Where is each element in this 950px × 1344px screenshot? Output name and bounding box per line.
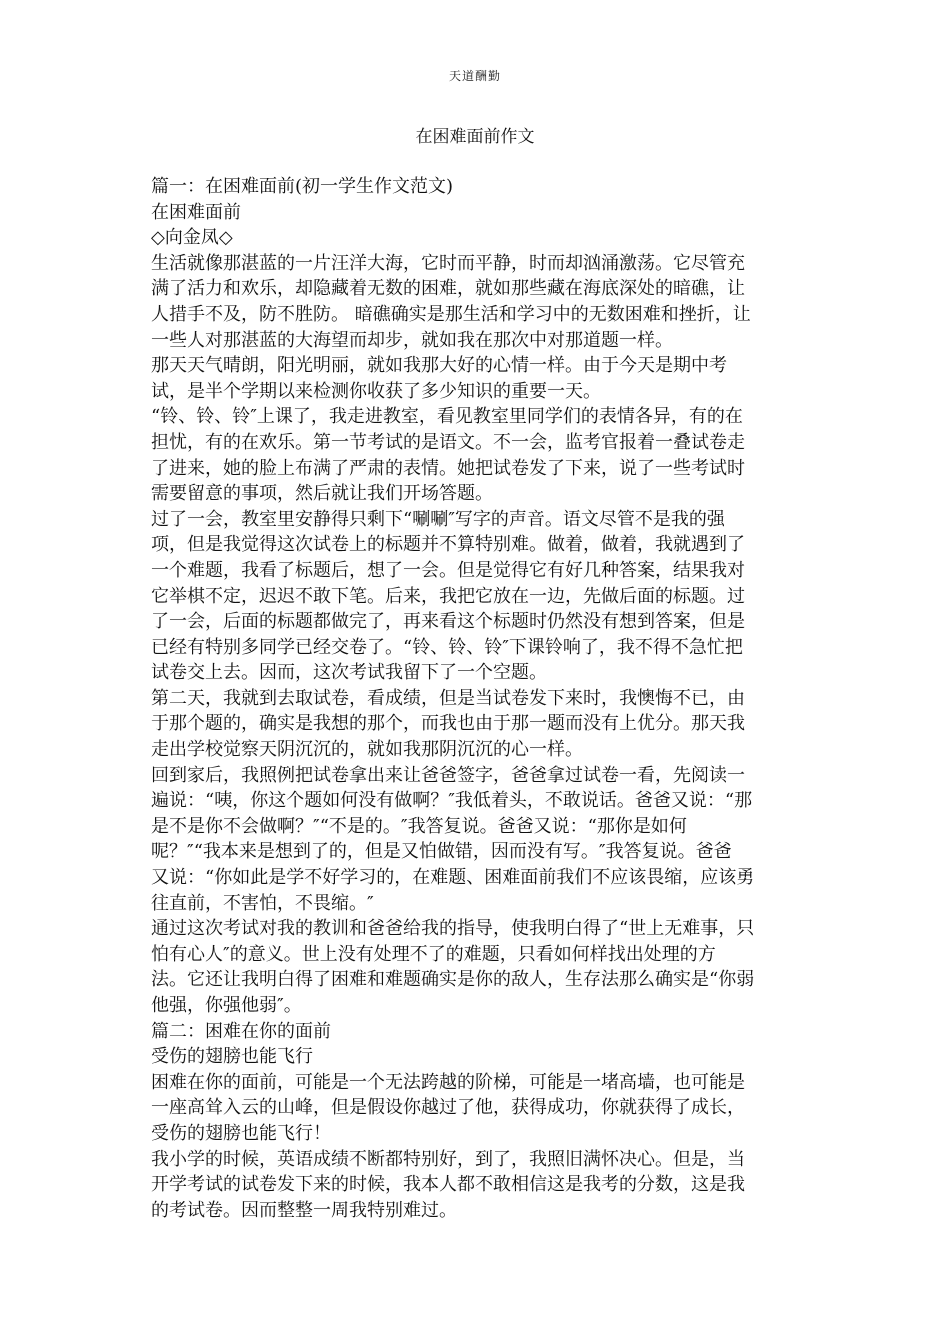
body-text-line: “铃、铃、铃″上课了，我走进教室，看见教室里同学们的表情各异，有的在 [151, 406, 743, 428]
body-text-line: ◇向金凤◇ [151, 227, 233, 249]
body-text-line: 走出学校觉察天阴沉沉的，就如我那阴沉沉的心一样。 [151, 739, 583, 761]
body-text-line: 需要留意的事项，然后就让我们开场答题。 [151, 483, 493, 505]
body-text-line: 担忧，有的在欢乐。第一节考试的是语文。不一会，监考官报着一叠试卷走 [151, 431, 745, 453]
body-text-line: 开学考试的试卷发下来的时候，我本人都不敢相信这是我考的分数，这是我 [151, 1174, 745, 1196]
body-text-line: 过了一会，教室里安静得只剩下“唰唰″写字的声音。语文尽管不是我的强 [151, 508, 725, 530]
page-header: 天道酬勤 [448, 69, 501, 83]
body-text-line: 我小学的时候，英语成绩不断都特别好，到了，我照旧满怀决心。但是，当 [151, 1148, 745, 1170]
body-text-line: 它举棋不定，迟迟不敢下笔。后来，我把它放在一边，先做后面的标题。过 [151, 585, 745, 607]
body-text-line: 篇二：困难在你的面前 [151, 1020, 331, 1042]
body-text-line: 了一会，后面的标题都做完了，再来看这个标题时仍然没有想到答案，但是 [151, 611, 745, 633]
body-text-line: 试卷交上去。因而，这次考试我留下了一个空题。 [151, 662, 547, 684]
document-title: 在困难面前作文 [415, 127, 535, 147]
body-text-line: 一些人对那湛蓝的大海望而却步，就如我在那次中对那道题一样。 [151, 329, 673, 351]
body-text-line: 了进来，她的脸上布满了严肃的表情。她把试卷发了下来，说了一些考试时 [151, 457, 745, 479]
body-text-line: 法。它还让我明白得了困难和难题确实是你的敌人，生存法那么确实是“你弱 [151, 969, 755, 991]
body-text-line: 的考试卷。因而整整一周我特别难过。 [151, 1199, 457, 1221]
body-text-line: 已经有特别多同学已经交卷了。“铃、铃、铃″下课铃响了，我不得不急忙把 [151, 636, 743, 658]
body-text-line: 遍说：“咦，你这个题如何没有做啊？″我低着头，不敢说话。爸爸又说：“那 [151, 790, 753, 812]
body-text-line: 那天天气晴朗，阳光明丽，就如我那大好的心情一样。由于今天是期中考 [151, 355, 727, 377]
body-text-line: 人措手不及，防不胜防。 暗礁确实是那生活和学习中的无数困难和挫折，让 [151, 303, 751, 325]
body-text-line: 怕有心人″的意义。世上没有处理不了的难题，只看如何样找出处理的方 [151, 943, 716, 965]
body-text-line: 他强，你强他弱″。 [151, 995, 302, 1016]
body-text-line: 受伤的翅膀也能飞行 [151, 1046, 313, 1068]
body-text-line: 满了活力和欢乐，却隐藏着无数的困难，就如那些藏在海底深处的暗礁，让 [151, 278, 745, 300]
body-text-line: 一个难题，我看了标题后，想了一会。但是觉得它有好几种答案，结果我对 [151, 559, 745, 581]
body-text-line: 于那个题的，确实是我想的那个，而我也由于那一题而没有上优分。那天我 [151, 713, 745, 735]
body-text-line: 第二天，我就到去取试卷，看成绩，但是当试卷发下来时，我懊悔不已，由 [151, 687, 745, 709]
body-text-line: 困难在你的面前，可能是一个无法跨越的阶梯，可能是一堵高墙，也可能是 [151, 1071, 745, 1093]
body-text-line: 是不是你不会做啊？″“不是的。″我答复说。爸爸又说：“那你是如何 [151, 815, 687, 837]
body-text-line: 又说：“你如此是学不好学习的，在难题、困难面前我们不应该畏缩，应该勇 [151, 867, 755, 889]
body-text-line: 在困难面前 [151, 201, 241, 223]
body-text-line: 回到家后，我照例把试卷拿出来让爸爸签字，爸爸拿过试卷一看，先阅读一 [151, 764, 745, 786]
body-text-line: 受伤的翅膀也能飞行！ [151, 1122, 331, 1144]
body-text-line: 试，是半个学期以来检测你收获了多少知识的重要一天。 [151, 380, 601, 402]
document-body [151, 174, 801, 1223]
body-text-line: 一座高耸入云的山峰，但是假设你越过了他，获得成功，你就获得了成长， [151, 1097, 745, 1119]
body-text-line: 生活就像那湛蓝的一片汪洋大海，它时而平静，时而却汹涌激荡。它尽管充 [151, 252, 745, 274]
body-text-line: 往直前，不害怕，不畏缩。″ [151, 892, 374, 914]
body-text-line: 篇一：在困难面前(初一学生作文范文) [151, 176, 454, 197]
body-text-line: 项，但是我觉得这次试卷上的标题并不算特别难。做着，做着，我就遇到了 [151, 534, 745, 556]
body-text-line: 通过这次考试对我的教训和爸爸给我的指导，使我明白得了“世上无难事，只 [151, 918, 755, 940]
body-text-line: 呢？″“我本来是想到了的，但是又怕做错，因而没有写。″我答复说。爸爸 [151, 841, 732, 863]
